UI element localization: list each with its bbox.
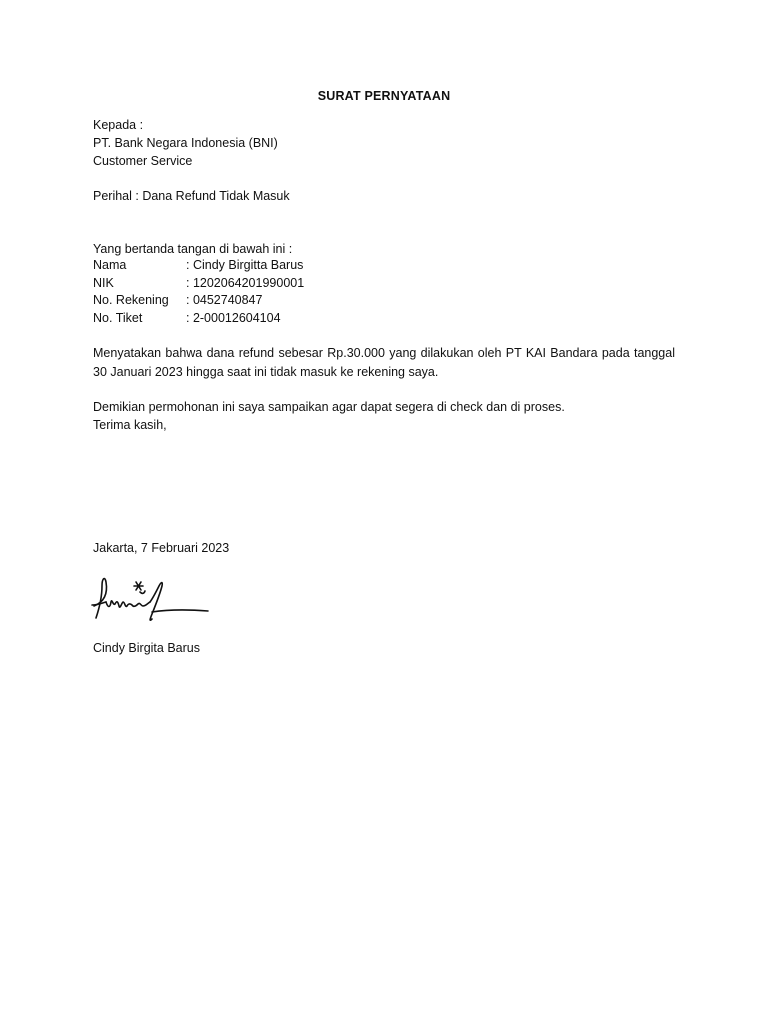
place-date-block [93, 539, 675, 557]
field-label-nama: Nama [93, 258, 127, 272]
field-label-rekening: No. Rekening [93, 293, 169, 307]
letter-title: SURAT PERNYATAAN [317, 89, 451, 103]
intro-block [93, 240, 675, 258]
field-value-rekening: : 0452740847 [186, 293, 263, 307]
field-row-nik [93, 275, 675, 293]
closing-thanks: Terima kasih, [93, 418, 167, 432]
statement-paragraph: Menyatakan bahwa dana refund sebesar Rp.30.000 yang dilakukan oleh PT KAI Bandara pada tanggal 30 Januari 2023 hingga saat ini tidak masuk ke rekening saya. [93, 346, 675, 379]
signature-icon [90, 572, 212, 626]
field-row-nama [93, 257, 675, 275]
field-value-tiket: : 2-00012604104 [186, 310, 281, 325]
place-date: Jakarta, 7 Februari 2023 [93, 541, 230, 555]
closing-request: Demikian permohonan ini saya sampaikan agar dapat segera di check dan di proses. [93, 400, 565, 414]
signer-block [93, 639, 675, 657]
field-value-nama: : Cindy Birgitta Barus [186, 258, 304, 272]
field-row-tiket [93, 310, 675, 328]
addressee-department: Customer Service [93, 154, 193, 168]
addressee-block [93, 116, 675, 170]
closing-block [93, 398, 675, 434]
subject-block [93, 187, 675, 205]
field-row-rekening [93, 292, 675, 310]
identity-fields [93, 257, 675, 327]
signer-name: Cindy Birgita Barus [93, 641, 200, 655]
field-label-nik: NIK [93, 275, 114, 290]
addressee-company: PT. Bank Negara Indonesia (BNI) [93, 136, 278, 150]
subject-line: Perihal : Dana Refund Tidak Masuk [93, 189, 290, 203]
addressee-to-label: Kepada : [93, 118, 144, 132]
field-value-nik: : 1202064201990001 [186, 275, 305, 290]
field-label-tiket: No. Tiket [93, 310, 143, 325]
intro-line: Yang bertanda tangan di bawah ini : [93, 242, 293, 256]
